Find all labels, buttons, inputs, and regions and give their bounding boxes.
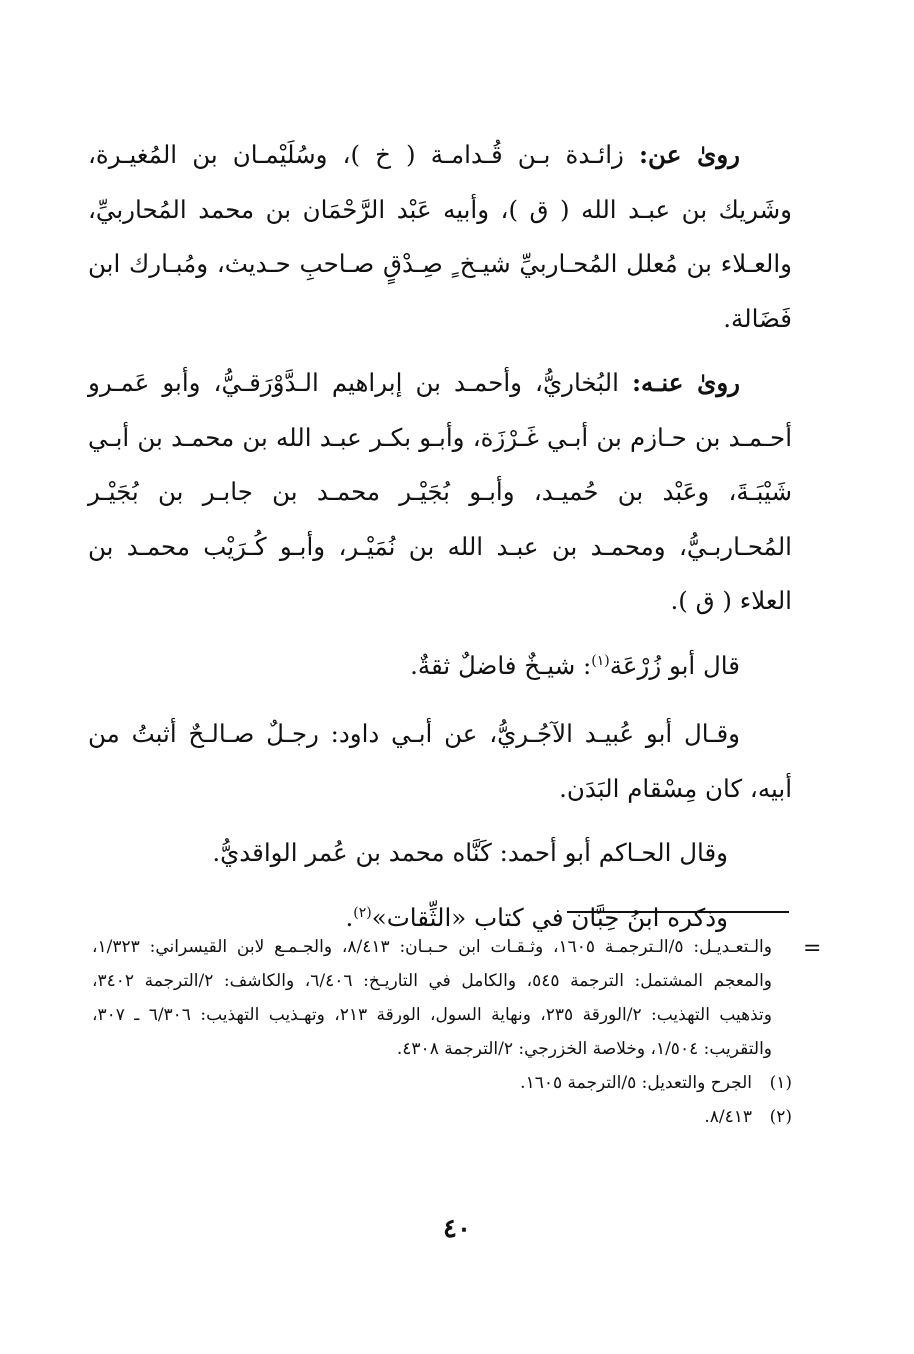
narrated-from-paragraph (88, 128, 792, 346)
footnote-continuation-marker: = (803, 936, 822, 961)
hakim-paragraph (88, 826, 792, 881)
footnote-ref-2[interactable]: (٢) (353, 904, 372, 921)
ibn-hibban-text-end: . (345, 902, 354, 932)
footnote-1-text: الجرح والتعديل: ٥/الترجمة ١٦٠٥. (520, 1073, 752, 1093)
footnote-2-text: ٨/٤١٣. (704, 1107, 752, 1127)
abu-zura-text-end: : شيـخٌ فاضلٌ ثقةٌ. (410, 650, 592, 680)
footnote-1 (92, 1066, 792, 1100)
footnotes (92, 930, 792, 1134)
footnote-separator (567, 911, 789, 913)
abu-zura-paragraph (88, 639, 792, 698)
narrated-from-text: زائـدة بـن قُـدامـة ( خ )، وسُلَيْمـان بن المُغيـرة، وشَريك بن عبـد الله ( ق )، وأبيه عَبْد الرَّحْمَان بن محمد المُحاربيِّ، والعـلاء بن مُعلل المُحـاربيِّ شيـخ ٍ صِـدْقٍ صـاحبِ حـديث، ومُبـارك ابن فَضَالة. (88, 140, 792, 333)
footnote-continuation: والـتعـديـل: ٥/الـترجمـة ١٦٠٥، وثـقـات ابن حـبـان: ٨/٤١٣، والجـمـع لابن القيسراني: ١/٣٢٣، والمعجم المشتمل: الترجمة ٥٤٥، والكامل في التاريـخ: ٦/٤٠٦، والكاشف: ٢/الترجمة ٣٤٠٢، وتذهيب التهذيب: ٢/الورقة ٢٣٥، ونهاية السول، الورقة ٢١٣، وتهـذيب التهذيب: ٦/٣٠٦ ـ ٣٠٧، والتقريب: ١/٥٠٤، وخلاصة الخزرجي: ٢/الترجمة ٤٣٠٨. (92, 937, 772, 1059)
main-text (88, 128, 792, 959)
footnote-ref-1[interactable]: (١) (591, 652, 610, 669)
footnote-2-number: (٢) (769, 1107, 792, 1127)
narrated-by-paragraph (88, 356, 792, 629)
ajurri-paragraph (88, 707, 792, 816)
page-number: ٤٠ (443, 1214, 471, 1244)
abu-zura-text: قال أبو زُرْعَة (609, 650, 740, 680)
footnote-2 (92, 1100, 792, 1134)
narrated-from-lead: رویٰ عن: (639, 140, 741, 169)
footnote-1-number: (١) (769, 1073, 792, 1093)
narrated-by-lead: رویٰ عنـه: (631, 368, 740, 397)
ibn-hibban-text: وذكره ابنُ حِبَّان في كتاب «الثِّقات» (371, 902, 728, 932)
narrated-by-text: البُخاريُّ، وأحمـد بن إبراهيم الـدَّوْرَقـيُّ، وأبو عَمـرو أحـمـد بن حـازم بن أبـي غَـرْزَة، وأبـو بكـر عبـد الله بن محمـد بن أبـي شَيْبَـةَ، وعَبْد بن حُميـد، وأبـو بُجَيْـر محمـد بن جابـر بن بُجَيْـر المُحـاربـيُّ، ومحمـد بن عبـد الله بن نُمَيْـر، وأبـو كُـرَيْب محمـد بن العلاء ( ق ). (88, 368, 792, 615)
ajurri-text: وقـال أبو عُبيـد الآجُـريُّ، عن أبـي داود: رجـلٌ صـالـحٌ أثبتُ من أبيه، كان مِسْقام البَدَن. (88, 719, 792, 803)
hakim-text: وقال الحـاكم أبو أحمد: كَنَّاه محمد بن عُمر الواقديُّ. (212, 838, 728, 867)
